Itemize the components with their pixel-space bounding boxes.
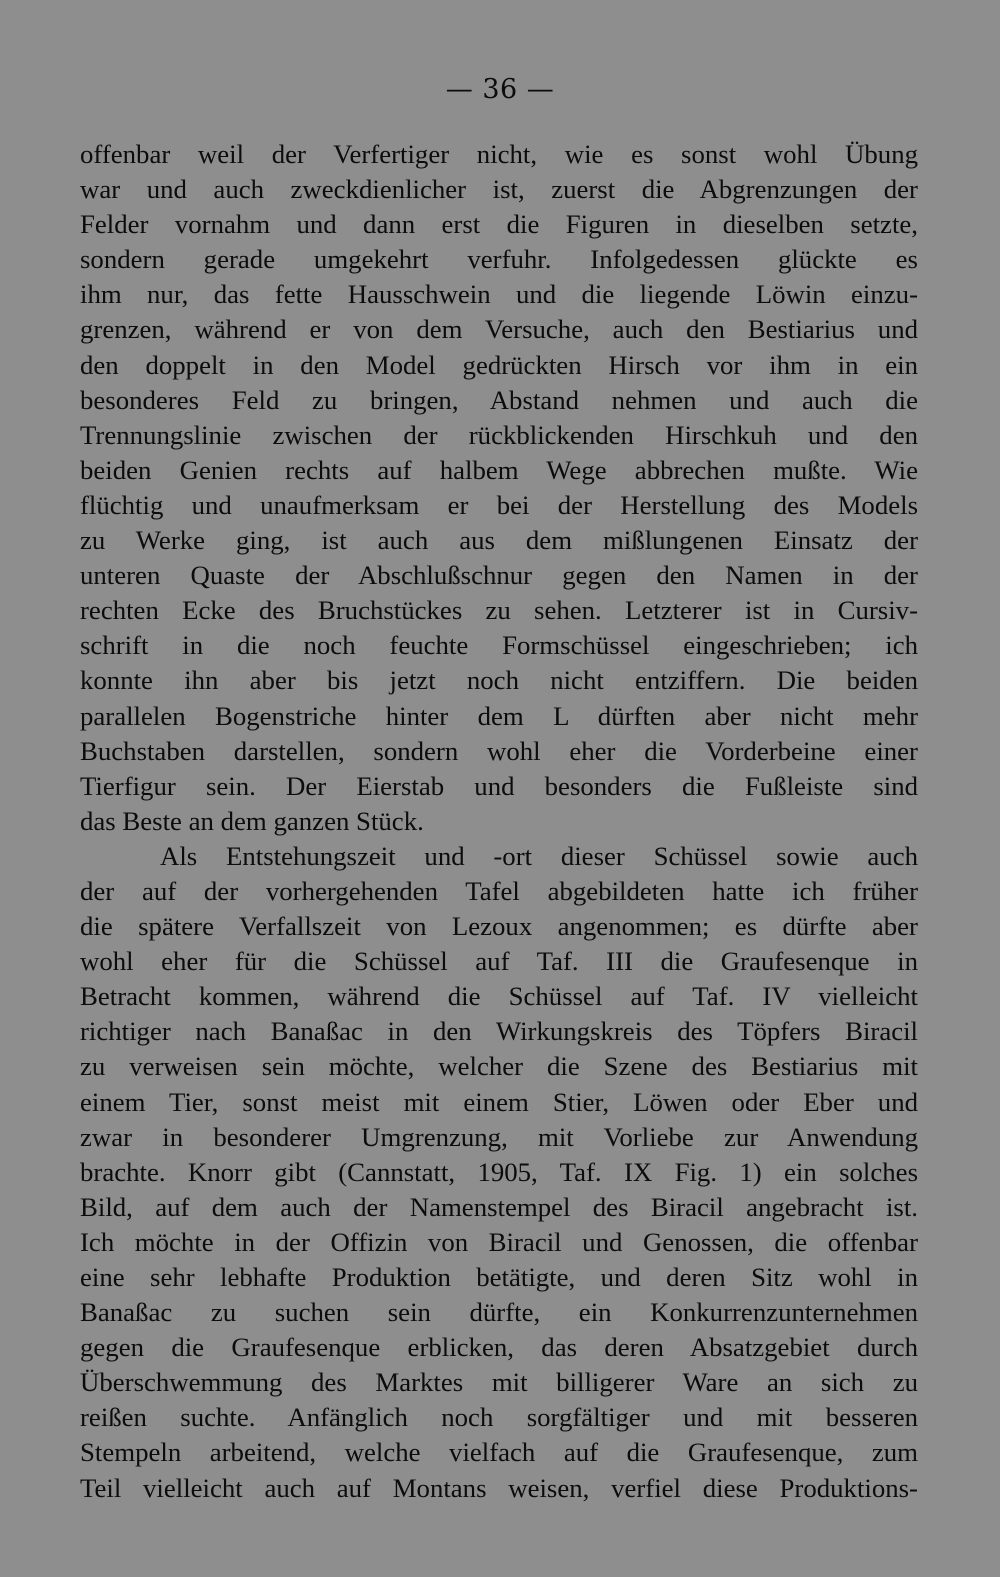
text-line: Teil vielleicht auch auf Montans weisen, verfiel diese Produktions-: [80, 1472, 918, 1503]
text-line: der auf der vorhergehenden Tafel abgebildeten hatte ich früher: [80, 875, 918, 906]
text-line: offenbar weil der Verfertiger nicht, wie es sonst wohl Übung: [80, 139, 918, 169]
text-line: Banaßac zu suchen sein dürfte, ein Konkurrenzunternehmen: [80, 1297, 918, 1328]
text-line: brachte. Knorr gibt (Cannstatt, 1905, Taf. IX Fig. 1) ein solches: [80, 1156, 918, 1187]
paragraph-2: [80, 839, 918, 1506]
text-line: reißen suchte. Anfänglich noch sorgfältiger und mit besseren: [80, 1402, 918, 1433]
paragraph-1: [80, 137, 918, 839]
text-line: war und auch zweckdienlicher ist, zuerst die Abgrenzungen der: [80, 174, 918, 205]
text-line: den doppelt in den Model gedrückten Hirsch vor ihm in ein: [80, 349, 918, 380]
text-line: einem Tier, sonst meist mit einem Stier, Löwen oder Eber und: [80, 1086, 918, 1117]
text-line: wohl eher für die Schüssel auf Taf. III die Graufesenque in: [80, 946, 918, 977]
text-line: richtiger nach Banaßac in den Wirkungskreis des Töpfers Biracil: [80, 1016, 918, 1047]
text-line: flüchtig und unaufmerksam er bei der Herstellung des Models: [80, 489, 918, 520]
text-line: sondern gerade umgekehrt verfuhr. Infolgedessen glückte es: [80, 244, 918, 275]
text-line: Ich möchte in der Offizin von Biracil und Genossen, die offenbar: [80, 1226, 918, 1257]
text-line: beiden Genien rechts auf halbem Wege abbrechen mußte. Wie: [80, 454, 918, 485]
text-line: zu verweisen sein möchte, welcher die Szene des Bestiarius mit: [80, 1051, 918, 1082]
text-line: eine sehr lebhafte Produktion betätigte, und deren Sitz wohl in: [80, 1262, 918, 1292]
body-text: [80, 137, 918, 1506]
text-line: parallelen Bogenstriche hinter dem L dürften aber nicht mehr: [80, 700, 918, 731]
text-line: konnte ihn aber bis jetzt noch nicht entziffern. Die beiden: [80, 665, 918, 696]
text-line: Trennungslinie zwischen der rückblickenden Hirschkuh und den: [80, 419, 918, 450]
text-line: Bild, auf dem auch der Namenstempel des Biracil angebracht ist.: [80, 1191, 918, 1222]
page-number: — 36 —: [445, 74, 555, 105]
text-line: schrift in die noch feuchte Formschüssel eingeschrieben; ich: [80, 630, 918, 661]
text-line: unteren Quaste der Abschlußschnur gegen den Namen in der: [80, 560, 918, 591]
text-line: ihm nur, das fette Hausschwein und die liegende Löwin einzu-: [80, 279, 918, 310]
text-line: Felder vornahm und dann erst die Figuren in dieselben setzte,: [80, 209, 918, 240]
text-line: grenzen, während er von dem Versuche, auch den Bestiarius und: [80, 314, 918, 345]
text-line: die spätere Verfallszeit von Lezoux angenommen; es dürfte aber: [80, 911, 918, 942]
text-line: zwar in besonderer Umgrenzung, mit Vorliebe zur Anwendung: [80, 1121, 918, 1152]
text-line: Tierfigur sein. Der Eierstab und besonders die Fußleiste sind: [80, 770, 918, 801]
text-line: rechten Ecke des Bruchstückes zu sehen. Letzterer ist in Cursiv-: [80, 595, 918, 626]
text-line: besonderes Feld zu bringen, Abstand nehmen und auch die: [80, 384, 918, 415]
text-line: Stempeln arbeitend, welche vielfach auf die Graufesenque, zum: [80, 1437, 918, 1468]
text-line: Als Entstehungszeit und -ort dieser Schüssel sowie auch: [160, 840, 918, 871]
text-line: zu Werke ging, ist auch aus dem mißlungenen Einsatz der: [80, 525, 918, 556]
text-line: Überschwemmung des Marktes mit billigerer Ware an sich zu: [80, 1367, 918, 1398]
text-line: gegen die Graufesenque erblicken, das deren Absatzgebiet durch: [80, 1332, 918, 1363]
text-line: Buchstaben darstellen, sondern wohl eher die Vorderbeine einer: [80, 735, 918, 766]
text-line: Betracht kommen, während die Schüssel auf Taf. IV vielleicht: [80, 981, 918, 1012]
text-line: das Beste an dem ganzen Stück.: [80, 805, 424, 836]
